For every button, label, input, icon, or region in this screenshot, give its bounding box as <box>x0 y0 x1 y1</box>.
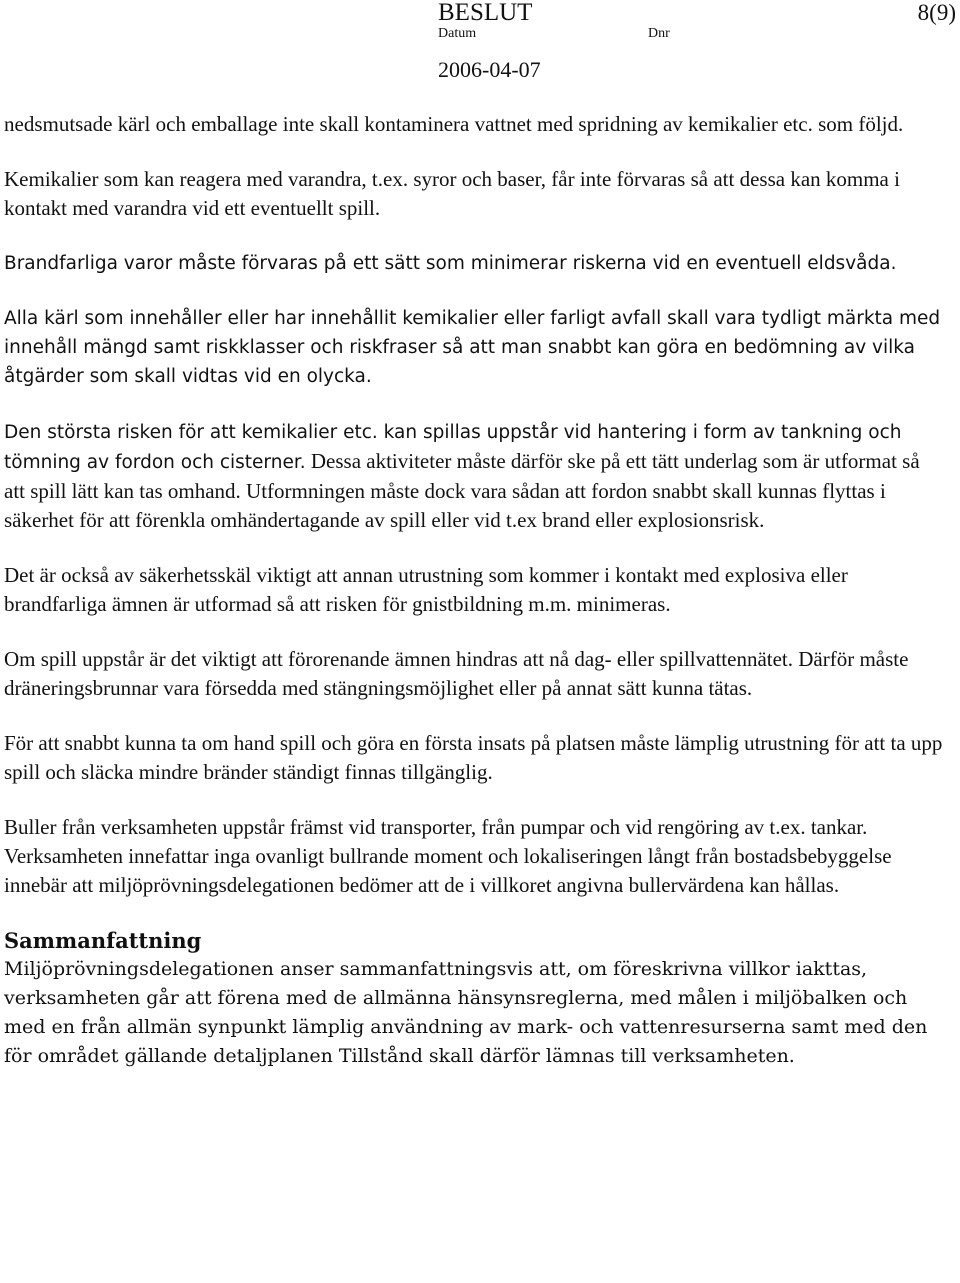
dnr-label: Dnr <box>648 26 670 41</box>
paragraph-flammables: Brandfarliga varor måste förvaras på ett sätt som minimerar riskerna vid en eventuell eldsvåda. <box>4 253 897 274</box>
paragraph-spill-risk <box>4 417 944 535</box>
paragraph-chemicals-storage: Kemikalier som kan reagera med varandra, t.ex. syror och baser, får inte förvaras så att dessa kan komma i kontakt med varandra vid ett eventuellt spill. <box>4 167 900 220</box>
document-date: 2006-04-07 <box>438 57 541 82</box>
paragraph-contamination: nedsmutsade kärl och emballage inte skall kontaminera vattnet med spridning av kemikalier etc. som följd. <box>4 112 904 136</box>
paragraph-drainage: Om spill uppstår är det viktigt att förorenande ämnen hindras att nå dag- eller spillvattennätet. Därför måste dräneringsbrunnar vara försedda med stängningsmöjlighet eller på annat sätt kunna tätas. <box>4 647 909 700</box>
paragraph-spill-risk-part1: Den största risken för att kemikalier etc. kan spillas uppstår vid hantering i form av tankning och tömning av fordon och cisterner. <box>4 422 902 473</box>
paragraph-explosion-safety: Det är också av säkerhetsskäl viktigt att annan utrustning som kommer i kontakt med explosiva eller brandfarliga ämnen är utformad så att risken för gnistbildning m.m. minimeras. <box>4 563 848 616</box>
paragraph-noise: Buller från verksamheten uppstår främst vid transporter, från pumpar och vid rengöring av t.ex. tankar. Verksamheten innefattar inga ovanligt bullrande moment och lokaliseringen långt från bostadsbebyggelse innebär att miljöprövningsdelegationen bedömer att de i villkoret angivna bullervärdena kan hållas. <box>4 815 892 897</box>
datum-label: Datum <box>438 26 477 41</box>
paragraph-labeling: Alla kärl som innehåller eller har innehållit kemikalier eller farligt avfall skall vara tydligt märkta med innehåll mängd samt riskklasser och riskfraser så att man snabbt kan göra en bedömning av vilka åtgärder som skall vidtas vid en olycka. <box>4 308 941 387</box>
document-body <box>4 110 944 1071</box>
paragraph-spill-risk-part2: Dessa aktiviteter måste därför ske på ett tätt underlag som är utformat så att spill lätt kan tas omhand. Utformningen måste dock vara sådan att fordon snabbt skall kunnas flyttas i säkerhet för att förenkla omhändertagande av spill eller vid t.ex brand eller explosionsrisk. <box>4 449 920 532</box>
page-number: 8(9) <box>917 0 956 25</box>
summary-text: Miljöprövningsdelegationen anser sammanfattningsvis att, om föreskrivna villkor iakttas, verksamheten går att förena med de allmänna hänsynsreglerna, med målen i miljöbalken och med en från allmän synpunkt lämplig användning av mark- och vattenresurserna samt med den för området gällande detaljplanen Tillstånd skall därför lämnas till verksamheten. <box>4 958 928 1067</box>
paragraph-spill-equipment: För att snabbt kunna ta om hand spill och göra en första insats på platsen måste lämplig utrustning för att ta upp spill och släcka mindre bränder ständigt finnas tillgänglig. <box>4 731 943 784</box>
document-type-title: BESLUT <box>438 0 533 26</box>
summary-heading: Sammanfattning <box>4 928 202 953</box>
